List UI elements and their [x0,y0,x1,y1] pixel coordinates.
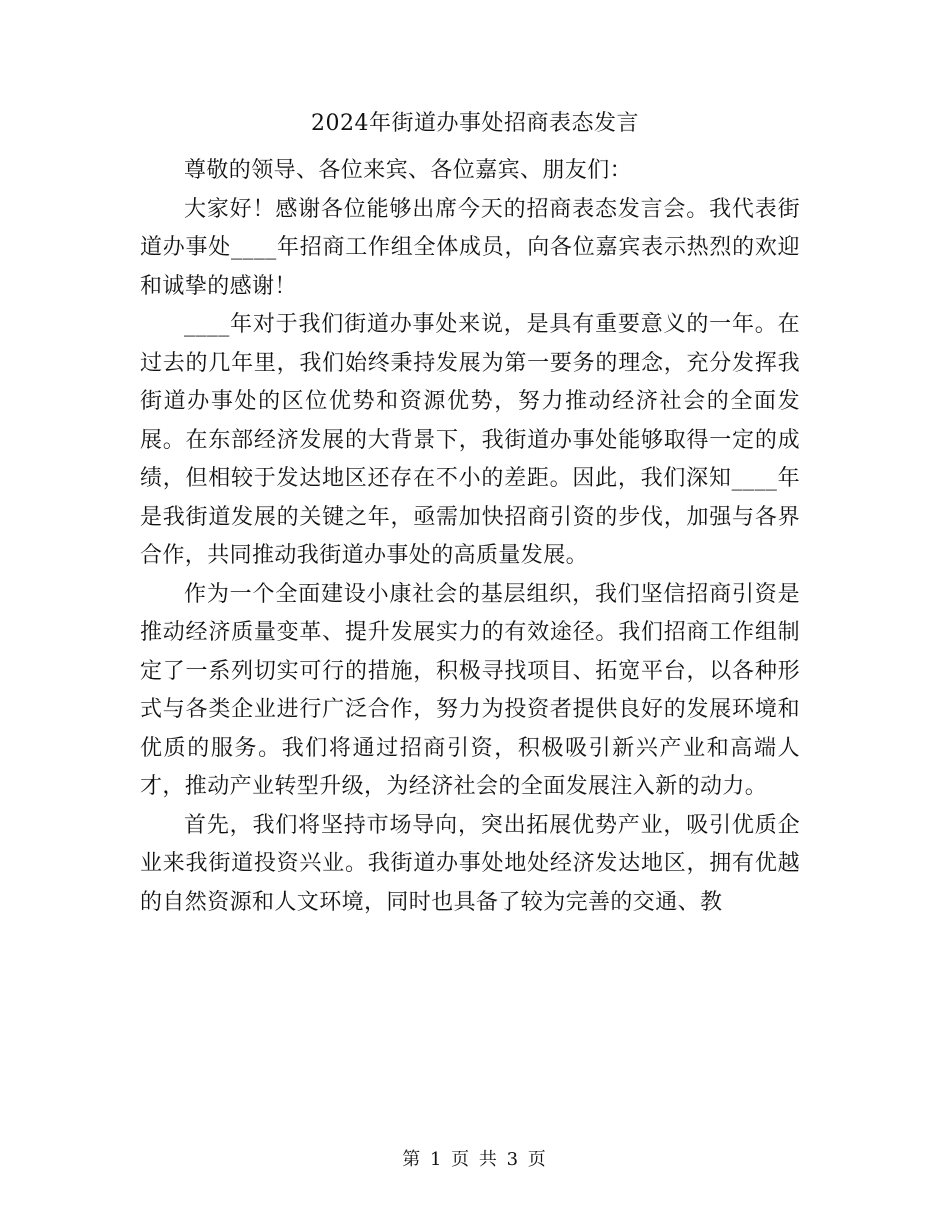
document-title: 2024年街道办事处招商表态发言 [311,111,639,136]
paragraph-market-orientation: 首先，我们将坚持市场导向，突出拓展优势产业，吸引优质企业来我街道投资兴业。我街道办事处地处经济发达地区，拥有优越的自然资源和人文环境，同时也具备了较为完善的交通、教 [140,812,800,915]
paragraph-investment-belief: 作为一个全面建设小康社会的基层组织，我们坚信招商引资是推动经济质量变革、提升发展实力的有效途径。我们招商工作组制定了一系列切实可行的措施，积极寻找项目、拓宽平台，以各种形式与各类企业进行广泛合作，努力为投资者提供良好的发展环境和优质的服务。我们将通过招商引资，积极吸引新兴产业和高端人才，推动产业转型升级，为经济社会的全面发展注入新的动力。 [140,581,800,799]
page-number-footer: 第 1 页 共 3 页 [402,1149,548,1170]
paragraph-significance: ____年对于我们街道办事处来说，是具有重要意义的一年。在过去的几年里，我们始终秉持发展为第一要务的理念，充分发挥我街道办事处的区位优势和资源优势，努力推动经济社会的全面发展。在东部经济发展的大背景下，我街道办事处能够取得一定的成绩，但相较于发达地区还存在不小的差距。因此，我们深知____年是我街道发展的关键之年，亟需加快招商引资的步伐，加强与各界合作，共同推动我街道办事处的高质量发展。 [140,312,800,568]
paragraph-salutation: 尊敬的领导、各位来宾、各位嘉宾、朋友们： [184,158,633,183]
document-body [140,152,800,922]
paragraph-greeting: 大家好！感谢各位能够出席今天的招商表态发言会。我代表街道办事处____年招商工作组全体成员，向各位嘉宾表示热烈的欢迎和诚挚的感谢！ [140,196,800,299]
